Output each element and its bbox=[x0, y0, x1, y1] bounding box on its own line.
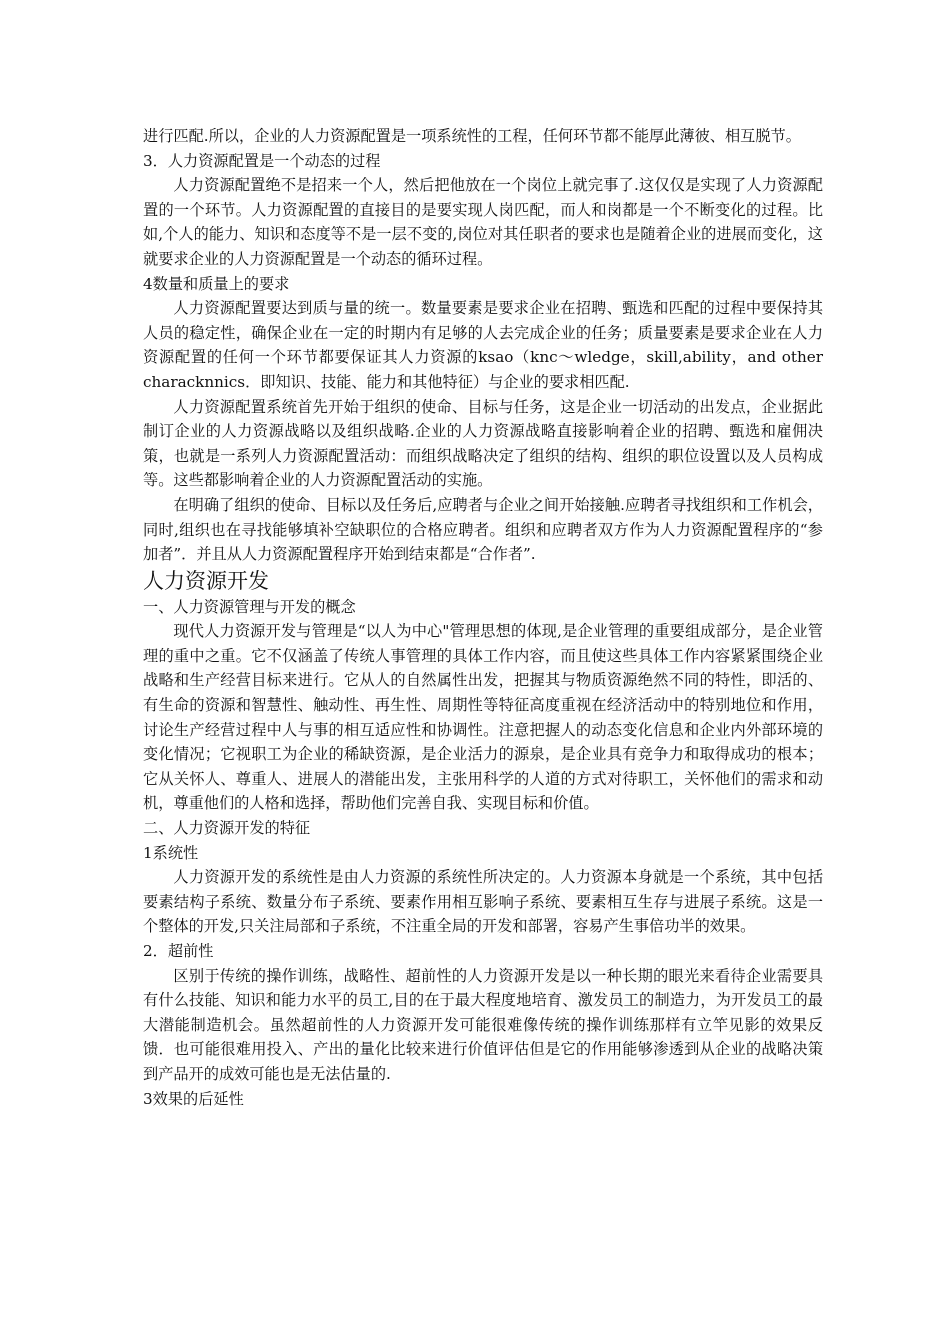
chapter-title: 人力资源开发 bbox=[143, 568, 269, 593]
paragraph-systematic: 人力资源开发的系统性是由人力资源的系统性所决定的。人力资源本身就是一个系统，其中包括要素结构子系统、数量分布子系统、要素作用相互影响子系统、要素相互生存与进展子系统。这是一个整体的开发,只关注局部和子系统，不注重全局的开发和部署，容易产生事倍功半的效果。 bbox=[143, 868, 823, 936]
subsection-heading-systematic: 1系统性 bbox=[143, 843, 199, 862]
section-heading-features: 二、人力资源开发的特征 bbox=[143, 819, 311, 838]
paragraph-modern-hr: 现代人力资源开发与管理是“以人为中心"管理思想的体现,是企业管理的重要组成部分，是企业管理的重中之重。它不仅涵盖了传统人事管理的具体工作内容，而且使这些具体工作内容紧紧围绕企业战略和生产经营目标来进行。它从人的自然属性出发，把握其与物质资源绝然不同的特性，即活的、有生命的资源和智慧性、触动性、再生性、周期性等特征高度重视在经济活动中的特别地位和作用，讨论生产经营过程中人与事的相互适应性和协调性。注意把握人的动态变化信息和企业内外部环境的变化情况；它视职工为企业的稀缺资源，是企业活力的源泉，是企业具有竞争力和取得成功的根本；它从关怀人、尊重人、进展人的潜能出发，主张用科学的人道的方式对待职工，关怀他们的需求和动机，尊重他们的人格和选择，帮助他们完善自我、实现目标和价值。 bbox=[143, 622, 823, 813]
section-heading-concept: 一、人力资源管理与开发的概念 bbox=[143, 597, 356, 616]
paragraph-dynamic-process: 人力资源配置绝不是招来一个人，然后把他放在一个岗位上就完事了.这仅仅是实现了人力资源配置的一个环节。人力资源配置的直接目的是要实现人岗匹配，而人和岗都是一个不断变化的过程。比如,个人的能力、知识和态度等不是一层不变的,岗位对其任职者的要求也是随着企业的进展而变化，这就要求企业的人力资源配置是一个动态的循环过程。 bbox=[143, 176, 823, 268]
paragraph-config-system: 人力资源配置系统首先开始于组织的使命、目标与任务，这是企业一切活动的出发点，企业据此制订企业的人力资源战略以及组织战略.企业的人力资源战略直接影响着企业的招聘、甄选和雇佣决策，也就是一系列人力资源配置活动：而组织战略决定了组织的结构、组织的职位设置以及人员构成等。这些都影响着企业的人力资源配置活动的实施。 bbox=[143, 397, 823, 490]
section-heading-3: 3．人力资源配置是一个动态的过程 bbox=[143, 151, 381, 170]
section-heading-4: 4数量和质量上的要求 bbox=[143, 274, 290, 293]
subsection-heading-forward: 2．超前性 bbox=[143, 942, 214, 960]
paragraph-quality-quantity: 人力资源配置要达到质与量的统一。数量要素是要求企业在招聘、甄选和匹配的过程中要保持其人员的稳定性，确保企业在一定的时期内有足够的人去完成企业的任务；质量要素是要求企业在人力资源配置的任何一个环节都要保证其人力资源的ksao（knc～wledge，skill,ability，and other characknnics．即知识、技能、能力和其他特征）与企业的要求相匹配. bbox=[143, 299, 823, 391]
subsection-heading-delay: 3效果的后延性 bbox=[143, 1089, 244, 1108]
paragraph-1: 进行匹配.所以，企业的人力资源配置是一项系统性的工程，任何环节都不能厚此薄彼、相互脱节。 bbox=[143, 127, 801, 145]
paragraph-participants: 在明确了组织的使命、目标以及任务后,应聘者与企业之间开始接触.应聘者寻找组织和工作机会，同时,组织也在寻找能够填补空缺职位的合格应聘者。组织和应聘者双方作为人力资源配置程序的“参加者”．并且从人力资源配置程序开始到结束都是“合作者”. bbox=[143, 495, 823, 564]
document-page bbox=[143, 124, 823, 1111]
paragraph-forward: 区别于传统的操作训练，战略性、超前性的人力资源开发是以一种长期的眼光来看待企业需要具有什么技能、知识和能力水平的员工,目的在于最大程度地培育、激发员工的制造力，为开发员工的最大潜能制造机会。虽然超前性的人力资源开发可能很难像传统的操作训练那样有立竿见影的效果反馈．也可能很难用投入、产出的量化比较来进行价值评估但是它的作用能够渗透到从企业的战略决策到产品开的成效可能也是无法估量的. bbox=[143, 966, 823, 1083]
